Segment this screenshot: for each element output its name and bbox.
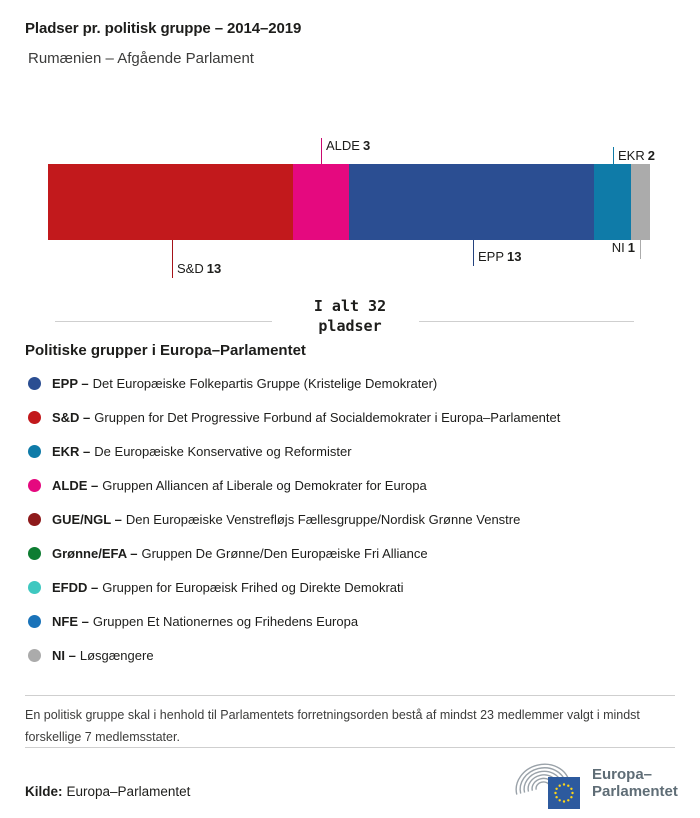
bar-label-seats: 13 <box>507 249 522 264</box>
footnote-divider-bottom <box>25 747 675 748</box>
source-line <box>25 784 190 799</box>
footnote-divider-top <box>25 695 675 696</box>
leader-line <box>640 240 641 259</box>
bar-segment-sd <box>48 164 293 240</box>
page-title: Pladser pr. politisk gruppe – 2014–2019 <box>25 20 302 37</box>
footnote-text: En politisk gruppe skal i henhold til Parlamentets forretningsorden bestå af mindst 23 medlemmer valgt i mindst forskellige 7 medlemsstater. <box>25 708 640 744</box>
legend-item-label: ALDE – Gruppen Alliancen af Liberale og Demokrater for Europa <box>52 477 427 493</box>
bar-label-group: NI <box>611 240 625 255</box>
legend-color-dot <box>28 615 41 628</box>
legend-color-dot <box>28 445 41 458</box>
legend-item <box>25 434 675 468</box>
bar-label-group: EPP <box>478 249 505 264</box>
legend-color-dot <box>28 649 41 662</box>
logo-wordmark <box>592 766 678 800</box>
page-subtitle: Rumænien – Afgående Parlament <box>28 50 254 67</box>
legend-heading: Politiske grupper i Europa–Parlamentet <box>25 342 306 359</box>
legend-color-dot <box>28 411 41 424</box>
total-line1: I alt 32 <box>313 297 387 315</box>
total-line2: pladser <box>318 317 382 335</box>
bar-label-seats: 3 <box>362 138 371 153</box>
legend-item-label: Grønne/EFA – Gruppen De Grønne/Den Europæiske Fri Alliance <box>52 545 428 561</box>
legend-color-dot <box>28 581 41 594</box>
bar-label-seats: 2 <box>647 148 655 163</box>
bar-label-group: S&D <box>177 261 204 276</box>
legend-item-label: NI – Løsgængere <box>52 647 154 663</box>
legend-list <box>25 366 675 672</box>
bar-segment-epp <box>349 164 594 240</box>
leader-line <box>613 147 614 164</box>
legend-item-label: EPP – Det Europæiske Folkepartis Gruppe (Kristelige Demokrater) <box>52 375 438 391</box>
legend-item <box>25 502 675 536</box>
legend-color-dot <box>28 547 41 560</box>
logo-line2: Parlamentet <box>592 783 678 800</box>
legend-item <box>25 468 675 502</box>
stacked-bar <box>48 164 650 240</box>
leader-line <box>473 240 474 266</box>
bar-segment-ni <box>631 164 650 240</box>
parliament-hemicycle-icon <box>512 756 586 810</box>
legend-color-dot <box>28 513 41 526</box>
legend-color-dot <box>28 479 41 492</box>
source-text: Europa–Parlamentet <box>66 784 191 799</box>
source-label: Kilde: <box>25 784 63 799</box>
legend-item <box>25 366 675 400</box>
europa-parlamentet-logo <box>512 756 678 810</box>
total-seats-callout <box>0 296 700 336</box>
legend-item-label: EFDD – Gruppen for Europæisk Frihed og Direkte Demokrati <box>52 579 404 595</box>
legend-item <box>25 400 675 434</box>
leader-line <box>321 138 322 164</box>
legend-item <box>25 638 675 672</box>
legend-color-dot <box>28 377 41 390</box>
legend-item-label: S&D – Gruppen for Det Progressive Forbund af Socialdemokrater i Europa–Parlamentet <box>52 409 561 425</box>
bar-label-seats: 1 <box>627 240 635 255</box>
logo-line1: Europa– <box>592 766 653 783</box>
bar-label-group: ALDE <box>326 138 360 153</box>
leader-line <box>172 240 173 278</box>
bar-segment-ekr <box>594 164 632 240</box>
bar-label-group: EKR <box>618 148 645 163</box>
legend-item <box>25 570 675 604</box>
legend-item-label: GUE/NGL – Den Europæiske Venstrefløjs Fællesgruppe/Nordisk Grønne Venstre <box>52 511 521 527</box>
bar-label-seats: 13 <box>206 261 222 276</box>
legend-item <box>25 604 675 638</box>
bar-segment-alde <box>293 164 349 240</box>
legend-item-label: EKR – De Europæiske Konservative og Reformister <box>52 443 352 459</box>
legend-item <box>25 536 675 570</box>
legend-item-label: NFE – Gruppen Et Nationernes og Frihedens Europa <box>52 613 359 629</box>
